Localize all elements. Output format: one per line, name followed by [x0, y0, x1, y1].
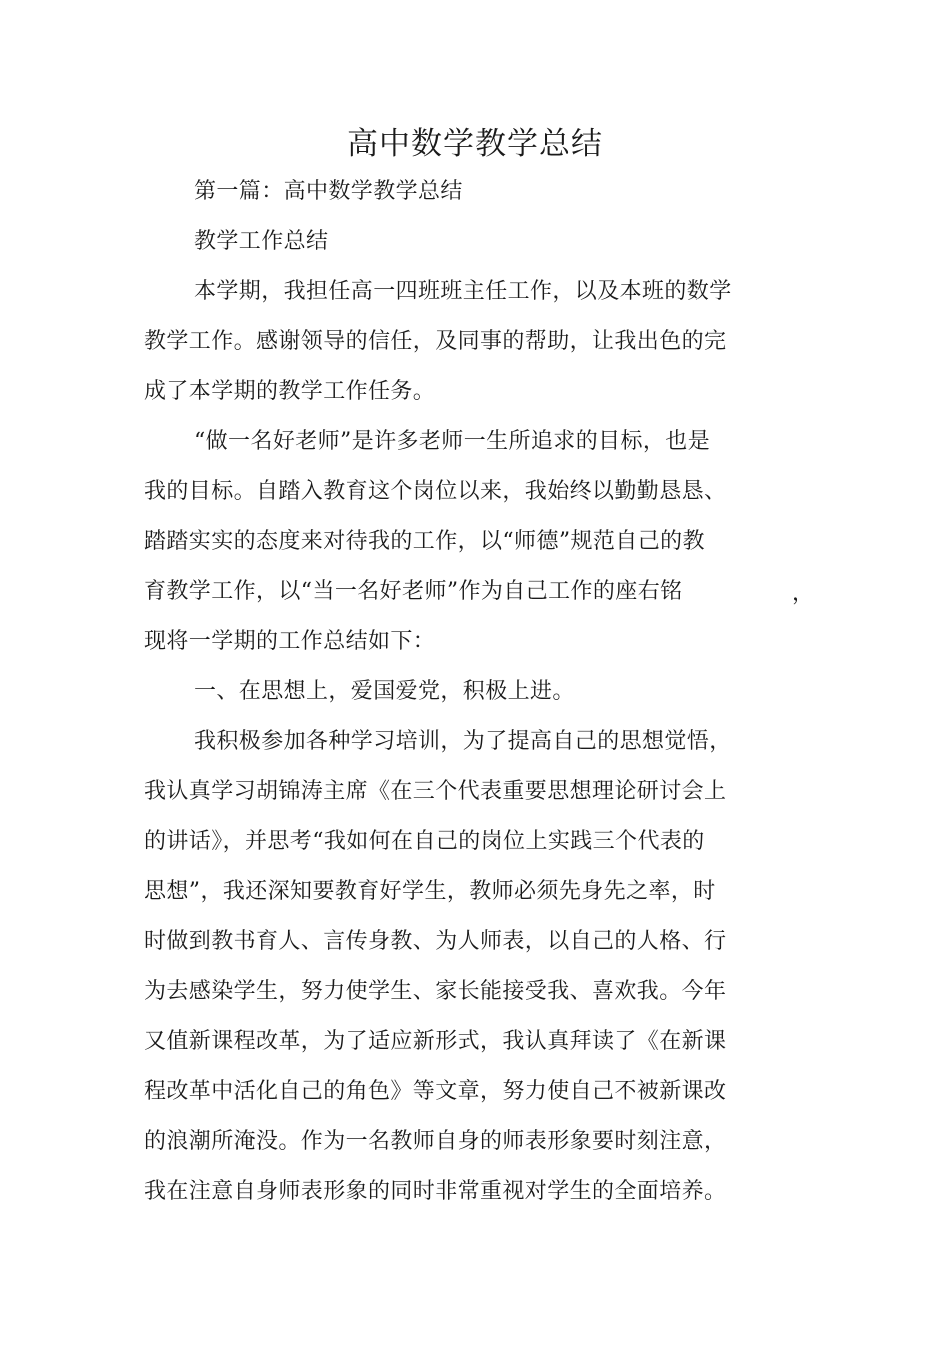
paragraph-line: 的讲话》，并思考“我如何在自己的岗位上实践三个代表的: [144, 829, 705, 854]
paragraph-line: 成了本学期的教学工作任务。: [144, 379, 436, 404]
section-heading: 一、在思想上，爱国爱党，积极上进。: [194, 679, 575, 704]
paragraph-line: 本学期，我担任高一四班班主任工作，以及本班的数学: [194, 279, 732, 304]
paragraph-line: 思想”，我还深知要教育好学生，教师必须先身先之率，时: [144, 879, 716, 904]
paragraph-line: 我积极参加各种学习培训，为了提高自己的思想觉悟，: [194, 729, 732, 754]
paragraph-line: 我的目标。自踏入教育这个岗位以来，我始终以勤勤恳恳、: [144, 479, 727, 504]
paragraph-line: 的浪潮所淹没。作为一名教师自身的师表形象要时刻注意，: [144, 1129, 727, 1154]
paragraph-line: 程改革中活化自己的角色》等文章，努力使自己不被新课改: [144, 1079, 727, 1104]
document-title: 高中数学教学总结: [347, 126, 603, 162]
paragraph-line: 时做到教书育人、言传身教、为人师表，以自己的人格、行: [144, 929, 727, 954]
section-heading: 第一篇：高中数学教学总结: [194, 179, 463, 204]
paragraph-line: 教学工作。感谢领导的信任，及同事的帮助，让我出色的完: [144, 329, 727, 354]
paragraph-line: “做一名好老师”是许多老师一生所追求的目标，也是: [194, 429, 711, 454]
paragraph-line: 我在注意自身师表形象的同时非常重视对学生的全面培养。: [144, 1179, 727, 1204]
paragraph-line: 为去感染学生，努力使学生、家长能接受我、喜欢我。今年: [144, 979, 727, 1004]
paragraph-line: 又值新课程改革，为了适应新形式，我认真拜读了《在新课: [144, 1029, 727, 1054]
paragraph-line: 育教学工作，以“当一名好老师”作为自己工作的座右铭: [144, 579, 683, 604]
paragraph-line: 我认真学习胡锦涛主席《在三个代表重要思想理论研讨会上: [144, 779, 727, 804]
paragraph-line: 踏踏实实的态度来对待我的工作，以“师德”规范自己的教: [144, 529, 705, 554]
stray-comma: ，: [792, 581, 815, 606]
subheading: 教学工作总结: [194, 229, 329, 254]
paragraph-line: 现将一学期的工作总结如下：: [144, 629, 436, 654]
